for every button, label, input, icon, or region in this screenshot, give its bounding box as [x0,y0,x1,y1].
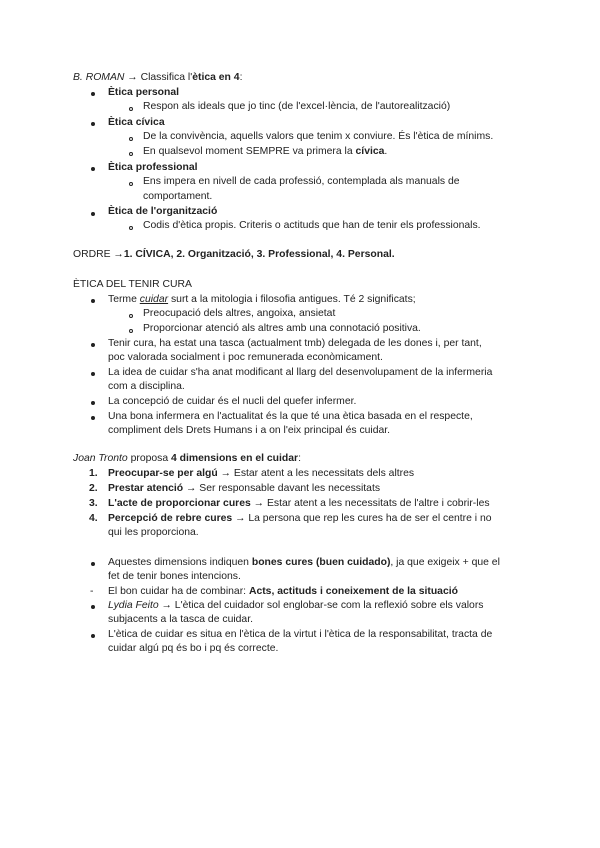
ordre-arrow: → [113,249,124,260]
cura-b1-term: cuidar [139,294,169,305]
tronto-item-4-rest: → La persona que rep les cures ha de ser el centre i no [232,513,492,524]
bullet-dot [91,92,95,96]
bullet-dot [91,416,95,420]
final-bullet-1 [108,556,500,570]
tronto-item-2-bold: Prestar atenció [108,483,184,494]
tronto-item-3-rest: → Estar atent a les necessitats de l'altre i cobrir-les [250,498,490,509]
cura-b1-post: surt a la mitologia i filosofia antigues. Té 2 significats; [168,294,416,305]
intro-text: Classifica l' [140,72,193,83]
cura-bullet-5-cont: compliment dels Drets Humans i a on l'eix principal és cuidar. [108,425,391,436]
intro-end: : [239,72,243,83]
bullet-circle [129,329,133,333]
ethic-professional-desc-cont: comportament. [143,191,213,202]
final-b1-pre: Aquestes dimensions indiquen [108,557,252,568]
final-b2-rest: → L'ètica del cuidador sol englobar-se com la reflexió sobre els valors [158,600,484,611]
tronto-bold: 4 dimensions en el cuidar [171,453,299,464]
final-b1-bold: bones cures (buen cuidado) [251,557,391,568]
ethic-personal-title: Ètica personal [108,87,180,98]
bullet-dot [91,401,95,405]
tronto-num-2: 2. [89,483,98,494]
final-bullet-2-cont: subjacents a la tasca de cuidar. [108,614,253,625]
intro-bold: ètica en 4 [192,72,240,83]
tronto-item-4-bold: Percepció de rebre cures [108,513,233,524]
tronto-item-2 [108,482,380,496]
ethic-professional-title: Ètica professional [108,162,198,173]
tronto-end: : [298,453,301,464]
civic-bold: cívica [355,146,385,157]
cura-b1-sub-1: Preocupació dels altres, angoixa, ansietat [143,308,336,319]
tronto-item-4-cont: qui les proporciona. [108,527,199,538]
tronto-num-1: 1. [89,468,98,479]
bullet-dot [91,299,95,303]
tronto-line [73,452,301,466]
bullet-circle [129,152,133,156]
ethic-organization-title: Ètica de l'organització [108,206,218,217]
ordre-line [73,248,395,262]
bullet-dot [91,634,95,638]
intro-author: B. ROMAN [73,72,125,83]
bullet-dot [91,167,95,171]
ordre-text: 1. CÍVICA, 2. Organització, 3. Professional, 4. Personal. [123,249,395,260]
cura-bullet-2: Tenir cura, ha estat una tasca (actualment tmb) delegada de les dones i, per tant, [108,338,482,349]
ordre-label: ORDRE [73,249,111,260]
tronto-item-2-rest: → Ser responsable davant les necessitats [183,483,381,494]
final-bullet-2 [108,599,483,613]
cura-bullet-5: Una bona infermera en l'actualitat és la que té una ètica basada en el respecte, [108,411,473,422]
final-dash-pre: El bon cuidar ha de combinar: [108,586,249,597]
tronto-num-3: 3. [89,498,98,509]
final-bullet-3-cont: cuidar algú pq és bo i pq és correcte. [108,643,279,654]
cura-b1-pre: Terme [108,294,140,305]
cura-heading: ÈTICA DEL TENIR CURA [73,279,192,290]
civic-end: . [384,146,388,157]
tronto-item-1-rest: → Estar atent a les necessitats dels altres [217,468,415,479]
final-bullet-3: L'ètica de cuidar es situa en l'ètica de la virtut i l'ètica de la responsabilitat, tracta de [108,629,493,640]
bullet-circle [129,182,133,186]
final-b2-author: Lydia Feito [108,600,159,611]
bullet-dot [91,372,95,376]
cura-bullet-3-cont: com a disciplina. [108,381,185,392]
bullet-dot [91,212,95,216]
ethic-civic-desc: De la convivència, aquells valors que tenim x conviure. És l'ètica de mínims. [143,131,494,142]
tronto-item-1 [108,467,414,481]
tronto-item-3-bold: L'acte de proporcionar cures [108,498,251,509]
ethic-organization-desc: Codis d'ètica propis. Criteris o actituds que han de tenir els professionals. [143,220,481,231]
bullet-circle [129,226,133,230]
final-b1-post: , ja que exigeix + que el [390,557,500,568]
bullet-dot [91,122,95,126]
civic-desc-text: En qualsevol moment SEMPRE va primera la [143,146,356,157]
ethic-professional-desc: Ens impera en nivell de cada professió, contemplada als manuals de [143,176,460,187]
cura-bullet-2-cont: poc valorada socialment i poc remunerada econòmicament. [108,352,383,363]
tronto-item-3 [108,497,490,511]
cura-bullet-3: La idea de cuidar s'ha anat modificant al llarg del desenvolupament de la infermeria [108,367,493,378]
tronto-text: proposa [127,453,172,464]
tronto-item-4 [108,512,492,526]
bullet-circle [129,137,133,141]
tronto-num-4: 4. [89,513,98,524]
bullet-circle [129,314,133,318]
final-dash-line [108,585,458,599]
tronto-item-1-bold: Preocupar-se per algú [108,468,218,479]
final-dash-bold: Acts, actituds i coneixement de la situació [248,586,458,597]
final-bullet-1-cont: fet de tenir bones intencions. [108,571,241,582]
dash-marker: - [90,586,94,597]
bullet-circle [129,107,133,111]
intro-line [73,71,242,85]
ethic-civic-title: Ètica cívica [108,117,165,128]
cura-bullet-1 [108,293,416,307]
bullet-dot [91,562,95,566]
bullet-dot [91,605,95,609]
ethic-personal-desc: Respon als ideals que jo tinc (de l'excel·lència, de l'autorealització) [143,101,451,112]
ethic-civic-desc-2 [143,145,387,159]
cura-b1-sub-2: Proporcionar atenció als altres amb una connotació positiva. [143,323,421,334]
intro-arrow: → [127,72,138,83]
bullet-dot [91,343,95,347]
tronto-author: Joan Tronto [73,453,128,464]
cura-bullet-4: La concepció de cuidar és el nucli del quefer infermer. [108,396,357,407]
